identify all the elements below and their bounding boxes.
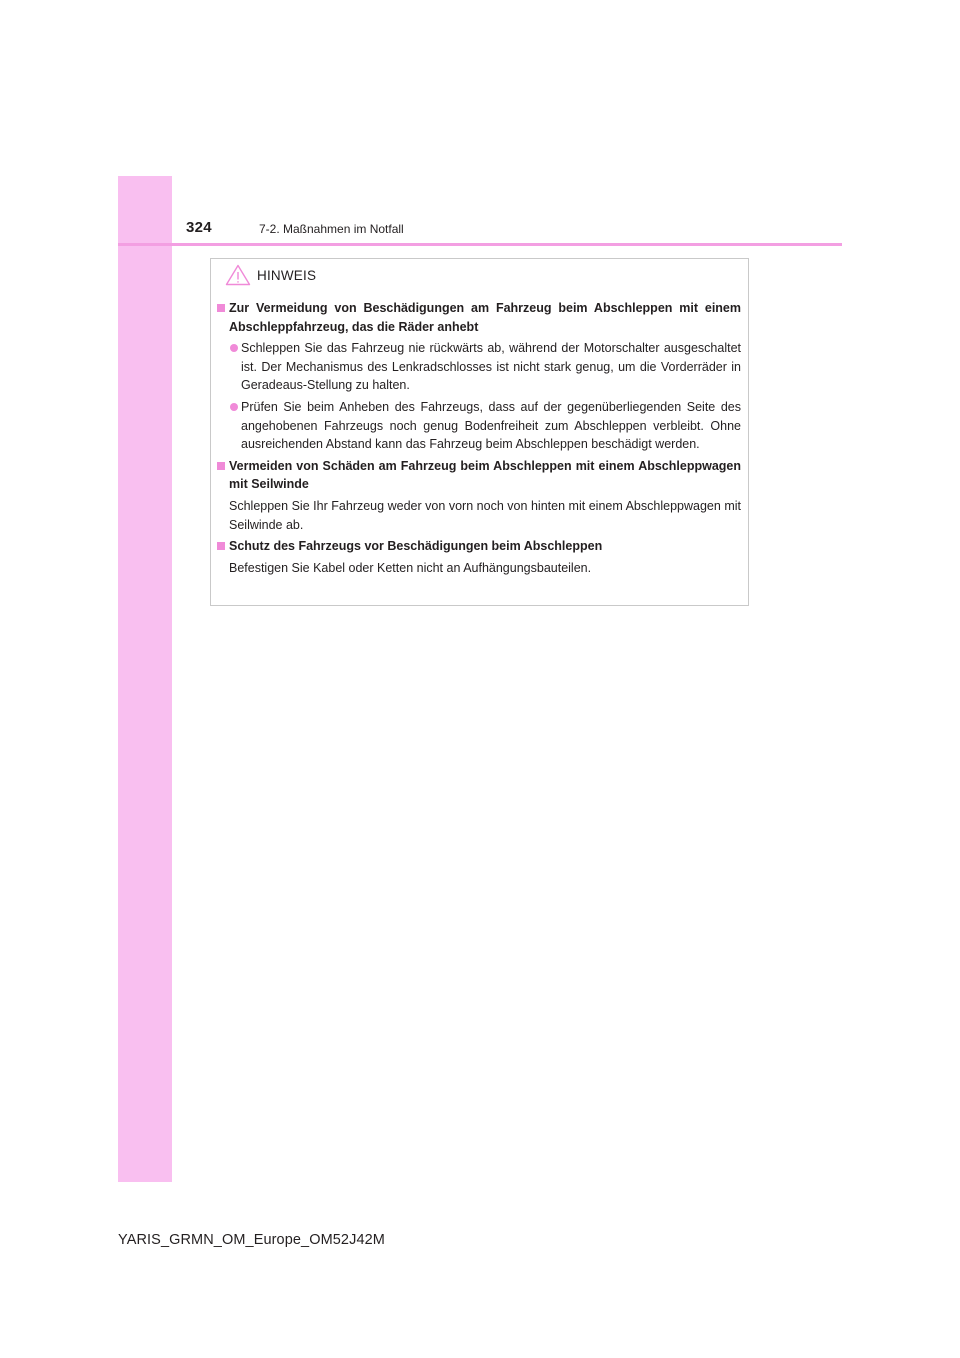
footer-doc-code: YARIS_GRMN_OM_Europe_OM52J42M (118, 1232, 385, 1248)
notice-item-heading: Vermeiden von Schäden am Fahrzeug beim Abschleppen mit einem Abschleppwagen mit Seilwinde (217, 457, 741, 494)
header-rule (118, 243, 842, 246)
notice-bullet: Prüfen Sie beim Anheben des Fahrzeugs, dass auf der gegenüberliegenden Seite des angehobenen Fahrzeugs noch genug Bodenfreiheit zum Abschleppen verbleibt. Ohne ausreichenden Abstand kann das Fahrzeug beim Abschleppen beschädigt werden. (217, 398, 741, 454)
notice-label: HINWEIS (257, 267, 317, 283)
notice-body (217, 299, 741, 580)
notice-bullet: Schleppen Sie das Fahrzeug nie rückwärts ab, während der Motorschalter ausgeschaltet ist. Der Mechanismus des Lenkradschlosses ist nicht stark genug, um die Vorderräder in Geradeaus-Stellung zu halten. (217, 339, 741, 395)
notice-item-text: Befestigen Sie Kabel oder Ketten nicht an Aufhängungsbauteilen. (229, 560, 592, 575)
circle-bullet-icon (230, 344, 238, 352)
circle-bullet-icon (230, 403, 238, 411)
notice-item (217, 457, 741, 534)
notice-item-heading: Schutz des Fahrzeugs vor Beschädigungen beim Abschleppen (217, 537, 741, 556)
notice-item (217, 299, 741, 454)
notice-item-heading: Zur Vermeidung von Beschädigungen am Fahrzeug beim Abschleppen mit einem Abschleppfahrzeug, das die Räder anhebt (217, 299, 741, 336)
square-bullet-icon (217, 304, 225, 312)
warning-triangle-icon (225, 264, 251, 286)
notice-item (217, 537, 741, 577)
side-color-band (118, 176, 172, 1182)
notice-item-text: Schleppen Sie Ihr Fahrzeug weder von vorn noch von hinten mit einem Abschleppwagen mit Seilwinde ab. (229, 498, 741, 532)
notice-box (210, 258, 749, 606)
page-number: 324 (186, 219, 212, 236)
square-bullet-icon (217, 542, 225, 550)
section-title: 7-2. Maßnahmen im Notfall (259, 222, 404, 236)
square-bullet-icon (217, 462, 225, 470)
notice-header (225, 263, 316, 287)
